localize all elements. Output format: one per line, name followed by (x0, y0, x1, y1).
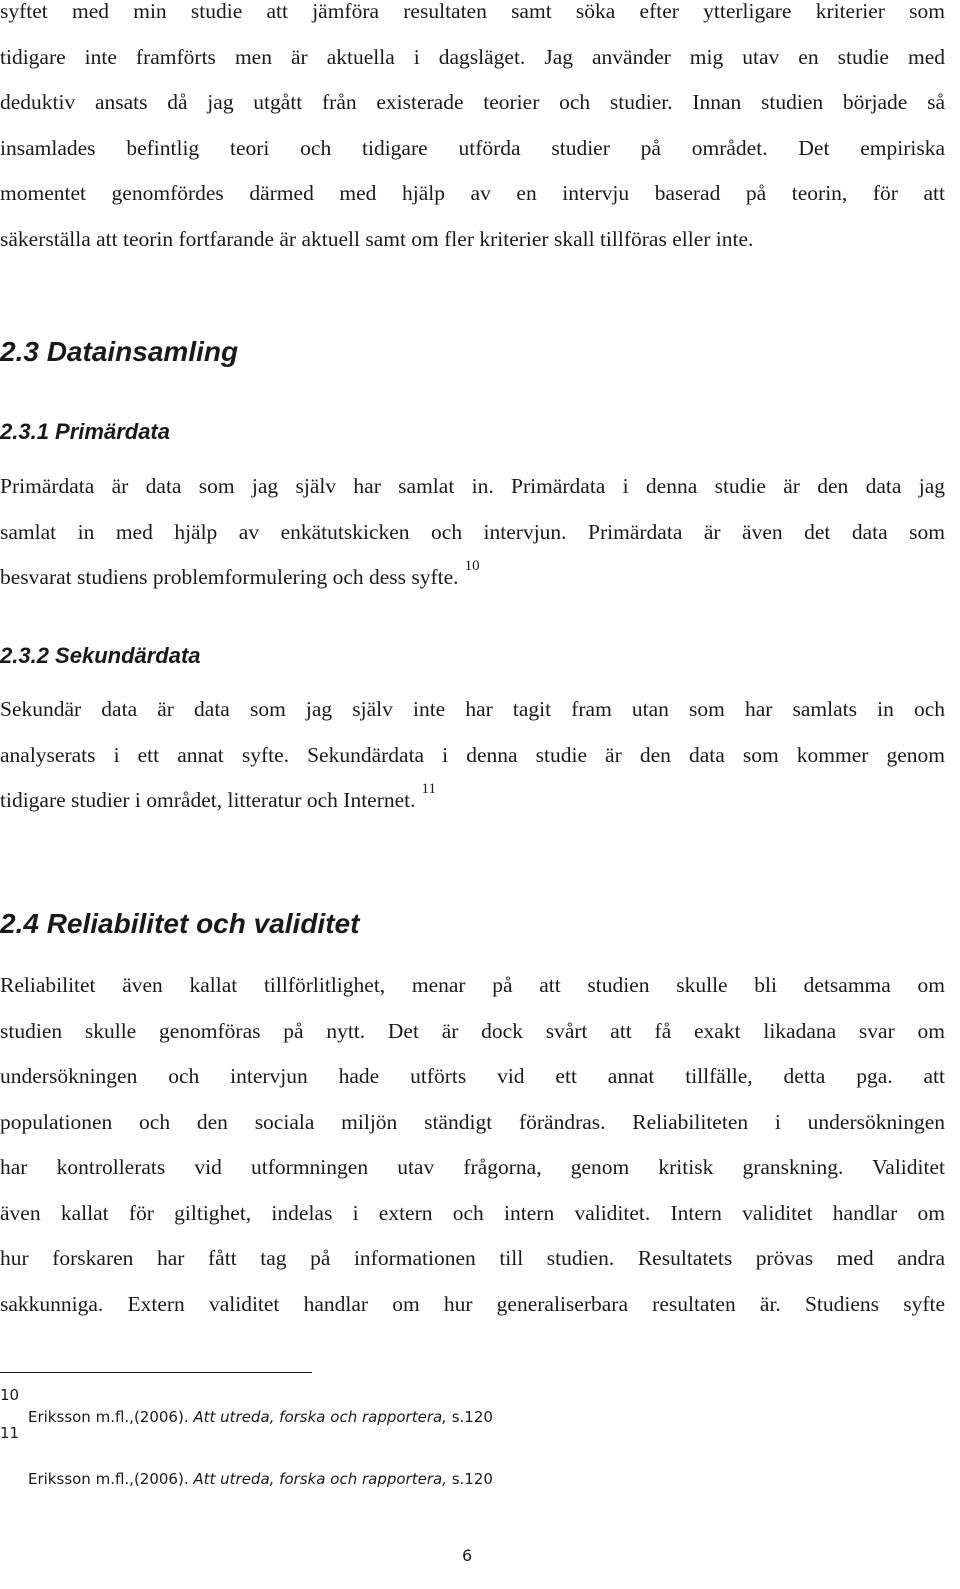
footnote-page: s.120 (446, 1408, 493, 1426)
intro-line: insamlades befintlig teori och tidigare utförda studier på området. Det empiriska (0, 135, 945, 160)
paragraph-line: Primärdata är data som jag själv har samlat in. Primärdata i denna studie är den data jag (0, 474, 945, 498)
primardata-paragraph (0, 471, 945, 608)
intro-line: deduktiv ansats då jag utgått från existerade teorier och studier. Innan studien började så (0, 90, 945, 114)
intro-line: säkerställa att teorin fortfarande är aktuell samt om fler kriterier skall tillföras eller inte. (0, 226, 754, 251)
paragraph-line-text: tidigare studier i området, litteratur och Internet. (0, 788, 416, 812)
paragraph-line: hur forskaren har fått tag på informationen till studien. Resultatets prövas med andra (0, 1246, 945, 1270)
footnote-author: Eriksson m.fl.,(2006). (28, 1470, 194, 1488)
section-heading-2-4: 2.4 Reliabilitet och validitet (0, 908, 360, 939)
section-heading-2-3: 2.3 Datainsamling (0, 336, 239, 367)
paragraph-line: undersökningen och intervjun hade utförts vid ett annat tillfälle, detta pga. att (0, 1064, 945, 1088)
page-number: 6 (462, 1546, 473, 1565)
intro-line: momentet genomfördes därmed med hjälp av en intervju baserad på teorin, för att (0, 181, 945, 205)
paragraph-line (0, 558, 945, 608)
subsection-heading-2-3-2: 2.3.2 Sekundärdata (0, 643, 201, 668)
footnote-text (28, 1408, 493, 1426)
subsection-heading-2-3-1: 2.3.1 Primärdata (0, 419, 170, 444)
footnote-separator (0, 1372, 312, 1373)
footnote-title: Att utreda, forska och rapportera, (193, 1470, 447, 1488)
paragraph-line: analyserats i ett annat syfte. Sekundärdata i denna studie är den data som kommer genom (0, 742, 945, 767)
paragraph-line-text: besvarat studiens problemformulering och dess syfte. (0, 565, 459, 589)
footnote-number: 10 (0, 1386, 20, 1404)
paragraph-line: även kallat för giltighet, indelas i extern och intern validitet. Intern validitet handlar om (0, 1200, 945, 1225)
paragraph-line (0, 781, 945, 831)
paragraph-line: Reliabilitet även kallat tillförlitlighet, menar på att studien skulle bli detsamma om (0, 973, 945, 997)
footnote-ref[interactable]: 10 (464, 558, 480, 574)
paragraph-line: har kontrollerats vid utformningen utav frågorna, genom kritisk granskning. Validitet (0, 1155, 945, 1179)
footnote-number: 11 (0, 1424, 20, 1442)
intro-paragraph (0, 0, 945, 269)
footnote-page: s.120 (446, 1470, 493, 1488)
reliabilitet-paragraph (0, 970, 945, 1334)
footnote-ref[interactable]: 11 (421, 781, 436, 797)
footnote-text (28, 1470, 493, 1488)
sekundardata-paragraph (0, 694, 945, 831)
intro-line: syftet med min studie att jämföra resultaten samt söka efter ytterligare kriterier som (0, 0, 945, 23)
paragraph-line: samlat in med hjälp av enkätutskicken och intervjun. Primärdata är även det data som (0, 519, 945, 544)
paragraph-line: studien skulle genomföras på nytt. Det är dock svårt att få exakt likadana svar om (0, 1018, 945, 1043)
paragraph-line: populationen och den sociala miljön ständigt förändras. Reliabiliteten i undersökningen (0, 1109, 945, 1134)
intro-line: tidigare inte framförts men är aktuella i dagsläget. Jag använder mig utav en studie med (0, 44, 945, 69)
paragraph-line: sakkunniga. Extern validitet handlar om hur generaliserbara resultaten är. Studiens syfte (0, 1291, 945, 1316)
footnote-author: Eriksson m.fl.,(2006). (28, 1408, 194, 1426)
paragraph-line: Sekundär data är data som jag själv inte har tagit fram utan som har samlats in och (0, 697, 945, 721)
footnote-title: Att utreda, forska och rapportera, (193, 1408, 447, 1426)
